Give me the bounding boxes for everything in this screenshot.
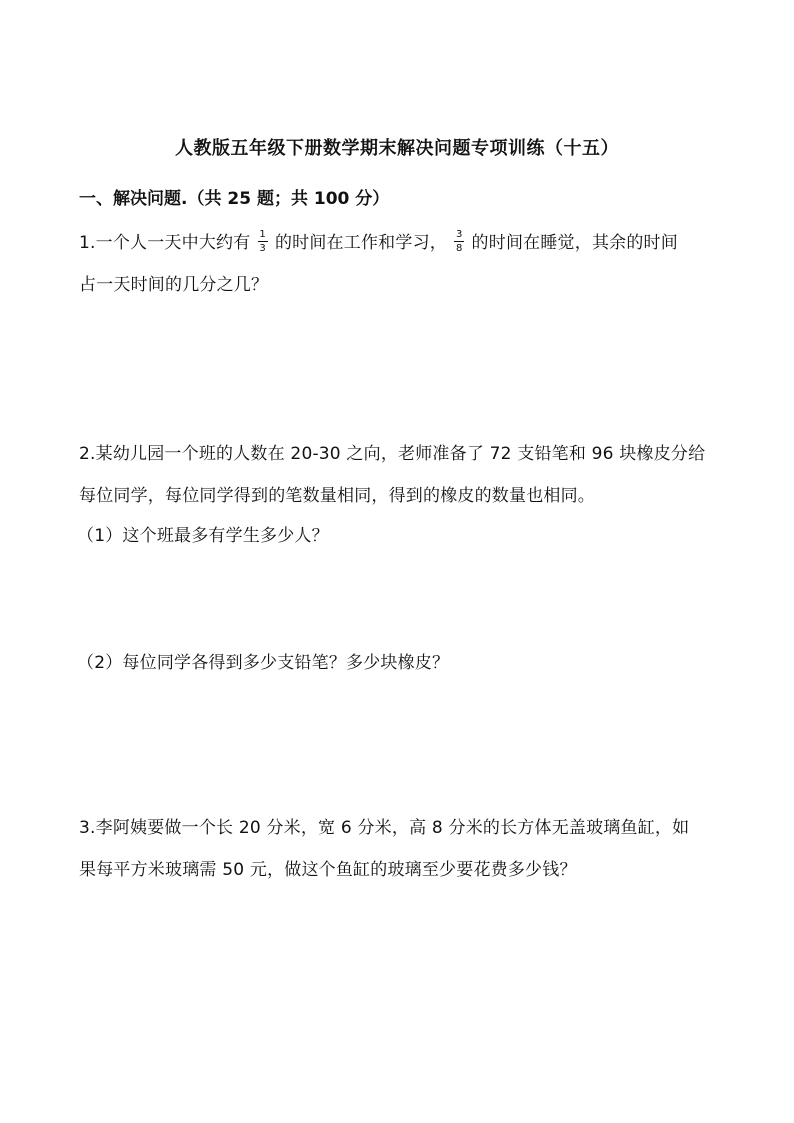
page-title: 人教版五年级下册数学期末解决问题专项训练（十五）: [175, 138, 619, 159]
question-1-line-2: 占一天时间的几分之几？: [79, 275, 269, 295]
fraction-numerator: 1: [259, 228, 266, 240]
fraction-denominator: 3: [259, 242, 266, 254]
fraction-three-eighths: [454, 229, 465, 254]
question-1-line-1: [79, 224, 719, 262]
question-3-line-1: 3.李阿姨要做一个长 20 分米，宽 6 分米，高 8 分米的长方体无盖玻璃鱼缸，如: [79, 818, 690, 838]
fraction-one-third: [257, 229, 268, 254]
section-heading: 一、解决问题.（共 25 题；共 100 分）: [79, 189, 390, 209]
fraction-bar: [454, 241, 464, 242]
question-3-line-2: 果每平方米玻璃需 50 元，做这个鱼缸的玻璃至少要花费多少钱？: [79, 860, 577, 880]
question-2-subquestion-1: （1）这个班最多有学生多少人？: [77, 526, 329, 546]
question-2-line-1: 2.某幼儿园一个班的人数在 20-30 之向，老师准备了 72 支铅笔和 96 块橡皮分给: [79, 444, 706, 464]
question-2-subquestion-2: （2）每位同学各得到多少支铅笔？多少块橡皮？: [77, 653, 450, 673]
q1-text-b: 的时间在工作和学习，: [274, 233, 447, 253]
fraction-numerator: 3: [455, 228, 463, 240]
fraction-bar: [258, 241, 268, 242]
fraction-denominator: 8: [455, 242, 463, 254]
q1-text-a: 1.一个人一天中大约有: [79, 233, 251, 253]
question-2-line-2: 每位同学，每位同学得到的笔数量相同，得到的橡皮的数量也相同。: [79, 486, 595, 506]
q1-text-c: 的时间在睡觉，其余的时间: [471, 233, 678, 253]
